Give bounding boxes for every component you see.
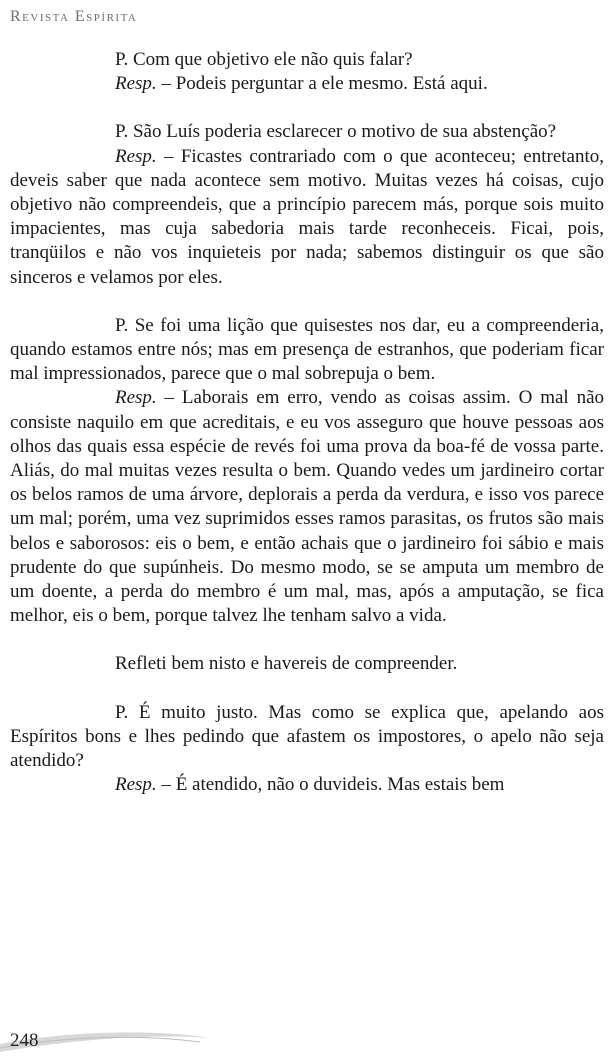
- question-paragraph: P. Se foi uma lição que quisestes nos dar, eu a compreenderia, quando estamos entre nós; mas em presença de estranhos, que poderiam ficar mal impressionados, parece que o mal sobrepuja o bem.: [10, 314, 604, 385]
- answer-paragraph: [10, 72, 604, 96]
- question-paragraph: P. Com que objetivo ele não quis falar?: [115, 49, 413, 70]
- question-paragraph: P. São Luís poderia esclarecer o motivo de sua abstenção?: [115, 121, 557, 143]
- page-body: [10, 48, 604, 797]
- answer-text: – É atendido, não o duvideis. Mas estais bem: [156, 774, 505, 796]
- closing-paragraph: Refleti bem nisto e havereis de compreender.: [115, 653, 458, 675]
- page-number: 248: [10, 1030, 39, 1051]
- answer-text: – Laborais em erro, vendo as coisas assim. O mal não consiste naquilo em que acreditais, e eu vos asseguro que houve pessoas aos olhos das quais essa espécie de revés foi uma prova da boa-fé de vossa parte. Aliás, do mal muitas vezes resulta o bem. Quando vedes um jardineiro cortar os belos ramos de uma árvore, deplorais a perda da verdura, e isso vos parece um mal; porém, uma vez suprimidos esses ramos parasitas, os frutos são mais belos e saborosos: eis o bem, e então achais que o jardineiro foi sábio e mais prudente do que supúnheis. Do mesmo modo, se se amputa um membro de um doente, a perda do membro é um mal, mas, após a amputação, se fica melhor, eis o bem, porque talvez lhe tenham salvo a vida.: [10, 387, 604, 627]
- resp-label: Resp.: [115, 387, 157, 409]
- resp-label: Resp.: [115, 145, 157, 167]
- running-header: Revista Espírita: [10, 8, 138, 25]
- resp-label: Resp.: [115, 73, 157, 95]
- answer-text: – Podeis perguntar a ele mesmo. Está aqui.: [156, 73, 488, 95]
- answer-paragraph: [10, 386, 604, 628]
- question-paragraph: P. É muito justo. Mas como se explica que, apelando aos Espíritos bons e lhes pedindo que afastem os impostores, o apelo não seja atendido?: [10, 701, 604, 772]
- answer-paragraph: [10, 773, 604, 797]
- resp-label: Resp.: [115, 774, 157, 796]
- answer-paragraph: [10, 145, 604, 290]
- answer-text: – Ficastes contrariado com o que aconteceu; entretanto, deveis saber que nada acontece sem motivo. Muitas vezes há coisas, cujo objetivo não compreendeis, que a princípio parecem más, porque sois muito impacientes, mas cuja sabedoria mais tarde reconheceis. Ficai, pois, tranqüilos e não vos inquieteis por nada; sabemos distinguir os que são sinceros e velamos por eles.: [10, 145, 604, 288]
